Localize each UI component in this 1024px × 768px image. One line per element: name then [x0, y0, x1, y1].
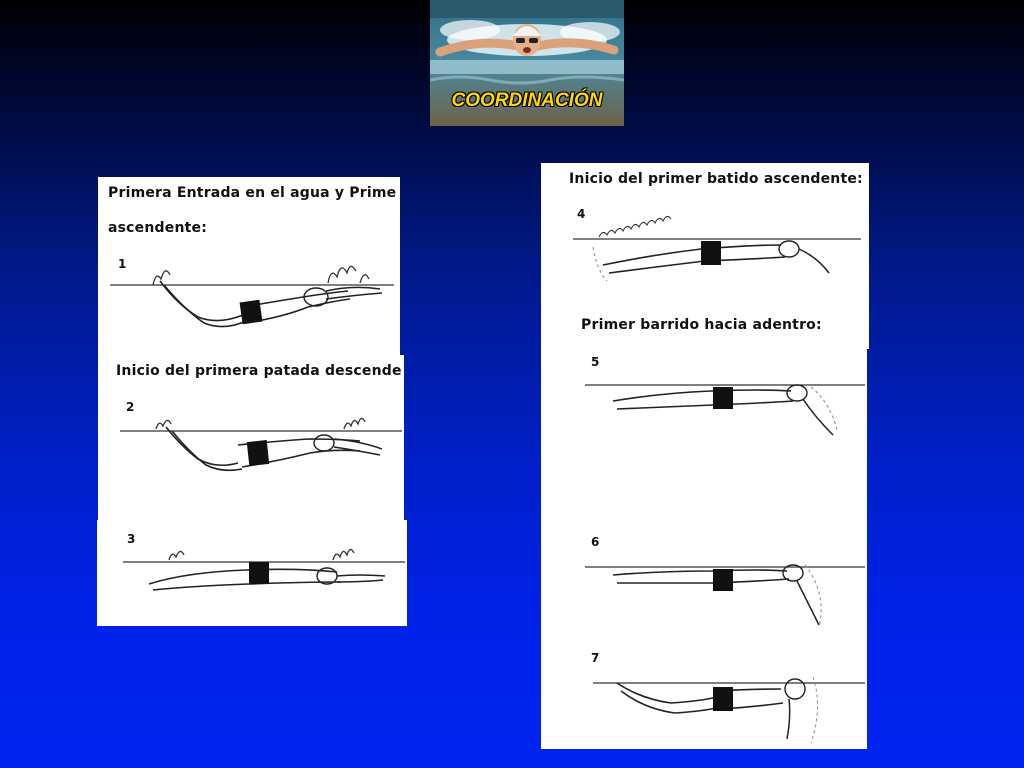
- figure-number-6: 6: [591, 535, 600, 549]
- figure-number-4: 4: [577, 207, 586, 221]
- caption-panel-1-line1: Primera Entrada en el agua y Prime: [108, 185, 397, 201]
- figure-panel-2: [98, 355, 404, 523]
- caption-panel-2: Inicio del primera patada descende: [116, 363, 402, 379]
- page-title: COORDINACIÓN: [451, 90, 603, 111]
- figure-panel-3: [97, 520, 407, 626]
- swimmer-drawing-2: [98, 355, 404, 523]
- swimmer-drawing-5-6-7: [541, 347, 867, 749]
- caption-panel-1-line2: ascendente:: [108, 220, 208, 236]
- caption-panel-5: Primer barrido hacia adentro:: [581, 317, 822, 333]
- figure-panel-5-6-7: [541, 347, 867, 749]
- figure-number-2: 2: [126, 400, 135, 414]
- caption-panel-4: Inicio del primer batido ascendente:: [569, 171, 863, 187]
- swimmer-drawing-3: [97, 520, 407, 626]
- figure-number-1: 1: [118, 257, 127, 271]
- figure-panel-1: [98, 177, 400, 355]
- header-photo: [430, 0, 624, 126]
- figure-number-3: 3: [127, 532, 136, 546]
- swimmer-drawing-1: [98, 177, 400, 355]
- figure-number-7: 7: [591, 651, 600, 665]
- figure-number-5: 5: [591, 355, 600, 369]
